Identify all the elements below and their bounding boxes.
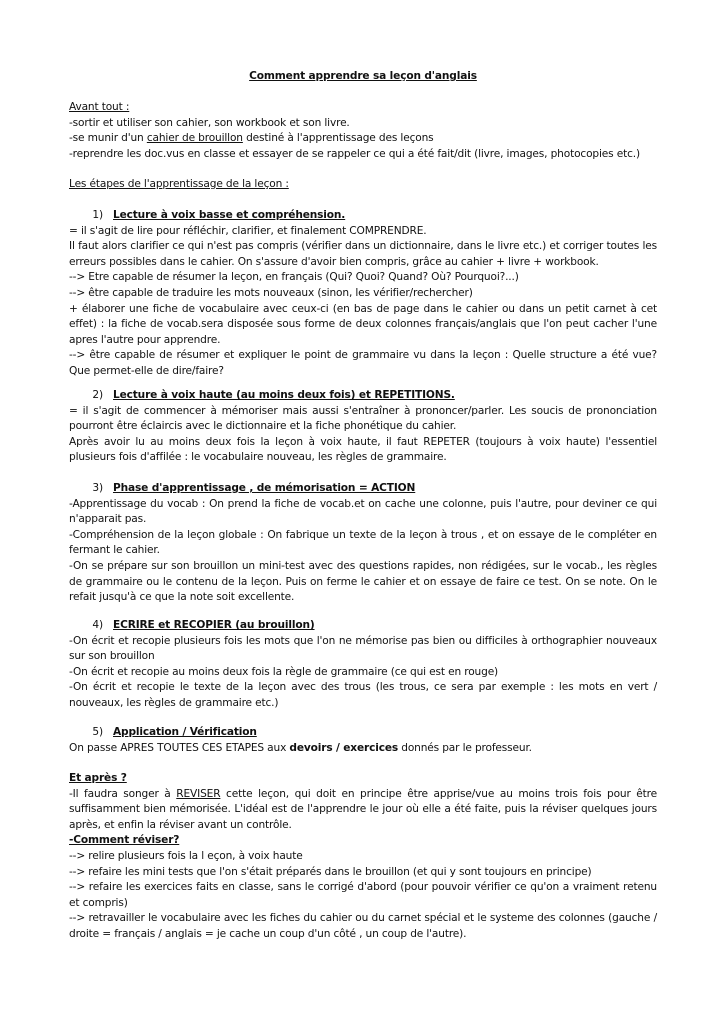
cahier-de-brouillon-underlined: cahier de brouillon <box>146 132 243 145</box>
section-1-p3: --> Etre capable de résumer la leçon, en français (Qui? Quoi? Quand? Où? Pourquoi?...) <box>69 271 519 284</box>
avant-tout-section <box>69 100 657 162</box>
section-1-p5: + élaborer une fiche de vocabulaire avec ceux-ci (en bas de page dans le cahier ou dans un petit carnet à cet effet) : la fiche de vocab.sera disposée sous forme de deux colonnes français/anglais que l'on peut cacher l'une apres l'autre pour apprendre. <box>69 302 657 346</box>
section-1-heading-row <box>69 208 657 224</box>
section-5-p1-pre: On passe APRES TOUTES CES ETAPES aux <box>69 741 290 754</box>
section-2-heading: Lecture à voix haute (au moins deux fois) et REPETITIONS. <box>113 389 455 401</box>
section-4-number: 4) <box>92 619 103 631</box>
reviser-item-1: --> relire plusieurs fois la l eçon, à voix haute <box>69 849 303 862</box>
section-3-number: 3) <box>92 482 103 494</box>
section-2-number: 2) <box>92 389 103 401</box>
section-2 <box>69 388 657 466</box>
section-4-p3: -On écrit et recopie le texte de la leçon avec des trous (les trous, ce sera par exemple : les mots en vert / nouveaux, les règles de grammaire etc.) <box>69 681 657 709</box>
section-1-p4: --> être capable de traduire les mots nouveaux (sinon, les vérifier/rechercher) <box>69 286 473 299</box>
section-5-number: 5) <box>92 726 103 738</box>
avant-tout-line-3: -reprendre les doc.vus en classe et essayer de se rappeler ce qui a été fait/dit (livre, images, photocopies etc.) <box>69 147 640 160</box>
section-1 <box>69 208 657 380</box>
section-2-p1: = il s'agit de commencer à mémoriser mais aussi s'entraîner à prononcer/parler. Les soucis de prononciation pourront être éclaircis avec le dictionnaire et la fiche phonétique du cahier. <box>69 404 657 433</box>
reviser-underlined: REVISER <box>176 787 221 800</box>
section-5-p1 <box>69 741 657 757</box>
section-3-p3: -On se prépare sur son brouillon un mini-test avec des questions rapides, non rédigées, sur le vocab., les règles de grammaire ou le contenu de la leçon. Puis on ferme le cahier et on essaye de faire ce test. On se note. On le refait jusqu'à ce que la note soit excellente. <box>69 559 657 604</box>
section-5 <box>69 725 657 756</box>
et-apres-p1-pre: -Il faudra songer à <box>69 787 177 800</box>
section-3-p2: -Compréhension de la leçon globale : On fabrique un texte de la leçon à trous , et on essaye de le compléter en fermant le cahier. <box>69 528 657 557</box>
section-5-heading-row <box>69 725 657 741</box>
reviser-item-4: --> retravailler le vocabulaire avec les fiches du cahier ou du carnet spécial et le systeme des colonnes (gauche / droite = français / anglais = je cache un coup d'un côté , un coup de l'autre). <box>69 912 657 940</box>
section-4 <box>69 618 657 712</box>
avant-tout-line-1: -sortir et utiliser son cahier, son workbook et son livre. <box>69 116 350 129</box>
avant-tout-line-2 <box>69 131 657 147</box>
avant-tout-heading: Avant tout : <box>69 101 130 113</box>
et-apres-p1-post: cette leçon, qui doit en principe être apprise/vue au moins trois fois pour être suffisamment bien mémorisée. L'idéal est de l'apprendre le jour où elle a été faite, puis la réviser quelques jours après, et enfin la réviser avant un contrôle. <box>69 787 657 831</box>
section-2-p2: Après avoir lu au moins deux fois la leçon à voix haute, il faut REPETER (toujours à voix haute) l'essentiel plusieurs fois d'affilée : le vocabulaire nouveau, les règles de grammaire. <box>69 435 657 464</box>
avant-tout-line-2-pre: -se munir d'un <box>69 132 147 145</box>
section-4-p1: -On écrit et recopie plusieurs fois les mots que l'on ne mémorise pas bien ou difficiles à orthographier nouveaux sur son brouillon <box>69 634 657 663</box>
reviser-item-2: --> refaire les mini tests que l'on s'était préparés dans le brouillon (et qui y sont toujours en principe) <box>69 865 592 878</box>
section-4-heading: ECRIRE et RECOPIER (au brouillon) <box>113 619 315 631</box>
section-3-heading: Phase d'apprentissage , de mémorisation = ACTION <box>113 482 416 494</box>
section-1-number: 1) <box>92 209 103 221</box>
section-3 <box>69 481 657 606</box>
reviser-item-3: --> refaire les exercices faits en classe, sans le corrigé d'abord (pour pouvoir vérifier ce qu'on a vraiment retenu et compris) <box>69 881 657 909</box>
et-apres-heading: Et après ? <box>69 772 127 784</box>
section-1-p6: --> être capable de résumer et expliquer le point de grammaire vu dans la leçon : Quelle structure a été vue? Que permet-elle de dire/faire? <box>69 349 657 377</box>
et-apres-section <box>69 771 657 943</box>
etapes-heading: Les étapes de l'apprentissage de la leçon : <box>69 178 289 190</box>
section-4-p2: -On écrit et recopie au moins deux fois la règle de grammaire (ce qui est en rouge) <box>69 665 499 678</box>
document-title: Comment apprendre sa leçon d'anglais <box>249 70 477 82</box>
section-3-heading-row <box>69 481 657 497</box>
comment-reviser-heading: -Comment réviser? <box>69 834 180 847</box>
et-apres-p1 <box>69 787 657 834</box>
section-5-p1-bold: devoirs / exercices <box>289 741 399 754</box>
section-1-p1: = il s'agit de lire pour réfléchir, clarifier, et finalement COMPRENDRE. <box>69 224 427 237</box>
section-5-p1-post: donnés par le professeur. <box>398 741 532 754</box>
section-1-heading: Lecture à voix basse et compréhension. <box>113 209 346 221</box>
section-3-p1: -Apprentissage du vocab : On prend la fiche de vocab.et on cache une colonne, puis l'autre, pour deviner ce qui n'apparait pas. <box>69 497 657 526</box>
avant-tout-line-2-post: destiné à l'apprentissage des leçons <box>242 132 434 145</box>
section-4-heading-row <box>69 618 657 634</box>
section-5-heading: Application / Vérification <box>113 726 257 738</box>
section-2-heading-row <box>69 388 657 404</box>
section-1-p2: Il faut alors clarifier ce qui n'est pas compris (vérifier dans un dictionnaire, dans le livre etc.) et corriger toutes les erreurs possibles dans le cahier. On s'assure d'avoir bien compris, grâce au cahier + livre + workbook. <box>69 240 657 268</box>
